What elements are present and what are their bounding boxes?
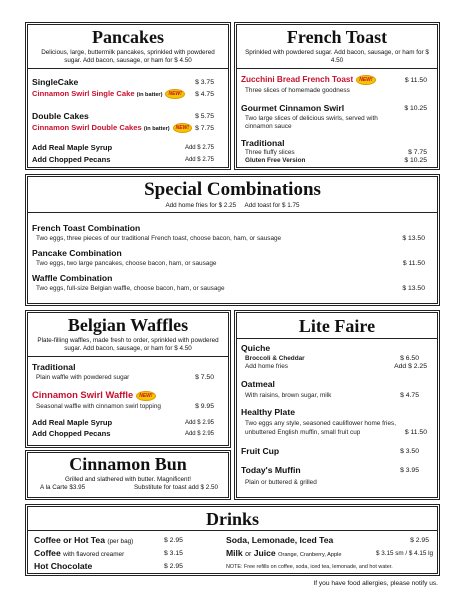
- creamer-note: with flavored creamer: [63, 551, 125, 558]
- todays-muffin: Today's Muffin: [241, 465, 301, 475]
- soda-price: $ 2.95: [410, 537, 429, 544]
- special-title: Special Combinations: [144, 179, 321, 200]
- special-addons: Add home fries for $ 2.25 Add toast for $ 1.75: [28, 202, 437, 213]
- healthy-desc-1: Two eggs any style, seasoned cauliflower home fries,: [245, 420, 396, 427]
- milk-juice-price: $ 3.15 sm / $ 4.15 lg: [375, 550, 433, 557]
- juice-label: Juice: [253, 548, 276, 558]
- coffee-tea-price: $ 2.95: [164, 537, 183, 544]
- bun-substitute: Substitute for toast add $ 2.50: [133, 484, 218, 491]
- single-cake: SingleCake: [32, 77, 79, 87]
- cinnamon-double-price: $ 7.75: [195, 125, 214, 132]
- pancakes-section: [25, 22, 231, 170]
- single-cake-price: $ 3.75: [195, 79, 214, 86]
- milk-or-juice: [226, 548, 341, 558]
- cinnamon-single-cake: [32, 89, 185, 99]
- drinks-section: [25, 504, 440, 576]
- muffin-desc: Plain or buttered & grilled: [245, 479, 317, 486]
- double-cakes: Double Cakes: [32, 111, 89, 121]
- in-batter-note: (in batter): [143, 126, 170, 132]
- waffle-trad-desc: Plain waffle with powdered sugar: [36, 374, 130, 381]
- waffles-title: Belgian Waffles: [67, 315, 189, 335]
- lite-title: Lite Faire: [237, 313, 437, 339]
- hot-chocolate: Hot Chocolate: [34, 561, 93, 571]
- gourmet-desc-2: cinnamon sauce: [245, 123, 292, 130]
- belgian-waffles-section: [25, 310, 231, 448]
- combo-desc: Two eggs, two large pancakes, choose bacon, ham, or sausage: [36, 260, 217, 267]
- coffee-creamer: [34, 548, 124, 558]
- combo-desc: Two eggs, three pieces of our traditional French toast, choose bacon, ham, or sausage: [36, 235, 282, 242]
- quiche: Quiche: [241, 343, 271, 353]
- oatmeal-desc: With raisins, brown sugar, milk: [245, 392, 332, 399]
- waffle-add-pecans: Add Chopped Pecans: [32, 429, 111, 438]
- combo-desc: Two eggs, full-size Belgian waffle, choose bacon, ham, or sausage: [36, 285, 225, 292]
- cinnamon-waffle-price: $ 9.95: [195, 403, 214, 410]
- cinnamon-single-label: Cinnamon Swirl Single Cake: [32, 89, 135, 98]
- waffle-maple-price: Add $ 2.95: [184, 420, 214, 426]
- pancakes-title: Pancakes: [92, 27, 164, 47]
- quiche-add-price: Add $ 2.25: [394, 363, 427, 370]
- healthy-plate: Healthy Plate: [241, 407, 295, 417]
- traditional-french-toast: Traditional: [241, 138, 285, 148]
- bun-alacarte: A la Carte $3.95: [40, 484, 86, 491]
- waffle-pecans-price: Add $ 2.95: [184, 431, 214, 437]
- milk-label: Milk: [226, 548, 243, 558]
- gourmet-cinnamon: Gourmet Cinnamon Swirl: [241, 103, 345, 113]
- quiche-option: Broccoli & Cheddar: [245, 355, 305, 362]
- healthy-price: $ 11.50: [404, 429, 427, 436]
- quiche-add: Add home fries: [245, 363, 288, 370]
- waffle-add-maple: Add Real Maple Syrup: [32, 418, 113, 427]
- combo-price: $ 13.50: [402, 235, 425, 242]
- cinnamon-bun-section: [25, 450, 231, 500]
- muffin-price: $ 3.95: [400, 467, 419, 474]
- new-badge: NEW!: [136, 391, 155, 401]
- oatmeal-price: $ 4.75: [400, 392, 419, 399]
- combo-name: French Toast Combination: [32, 223, 141, 233]
- gourmet-desc-1: Two large slices of delicious swirls, served with: [245, 115, 378, 122]
- double-cakes-price: $ 5.75: [195, 113, 214, 120]
- zucchini-label: Zucchini Bread French Toast: [241, 75, 354, 85]
- french-toast-section: [234, 22, 440, 170]
- zucchini-desc: Three slices of homemade goodness: [245, 87, 350, 94]
- combo-name: Pancake Combination: [32, 248, 122, 258]
- gourmet-price: $ 10.25: [404, 105, 427, 112]
- french-toast-desc: Sprinkled with powdered sugar. Add bacon, sausage, or ham for $ 4.50: [237, 49, 437, 69]
- waffles-desc: Plate-filling waffles, made fresh to order, sprinkled with powdered sugar. Add bacon, sausage, or ham for $ 4.50: [28, 337, 228, 357]
- waffle-trad-price: $ 7.50: [195, 374, 214, 381]
- quiche-price: $ 6.50: [400, 355, 419, 362]
- cinnamon-waffle-desc: Seasonal waffle with cinnamon swirl topping: [36, 403, 161, 410]
- healthy-desc-2: unbuttered English muffin, small fruit cup: [245, 429, 361, 436]
- gluten-free-price: $ 10.25: [404, 157, 427, 164]
- lite-faire-section: [234, 310, 440, 500]
- coffee-or-hot-tea: [34, 535, 133, 545]
- add-maple-price: Add $ 2.75: [184, 145, 214, 151]
- drinks-title: Drinks: [28, 507, 437, 531]
- refill-note: NOTE: Free refills on coffee, soda, iced tea, lemonade, and hot water.: [226, 564, 393, 570]
- coffee-label: Coffee: [34, 548, 61, 558]
- bun-desc: Grilled and slathered with butter. Magnificent!: [64, 476, 191, 483]
- fruit-cup-price: $ 3.50: [400, 448, 419, 455]
- cinnamon-double-label: Cinnamon Swirl Double Cakes: [32, 123, 142, 132]
- special-combinations-section: [25, 174, 440, 306]
- gluten-free: Gluten Free Version: [245, 157, 306, 164]
- trad-desc: Three fluffy slices: [245, 149, 295, 156]
- french-toast-title: French Toast: [286, 27, 388, 47]
- or-text: or: [245, 551, 252, 558]
- trad-price: $ 7.75: [408, 149, 427, 156]
- new-badge: NEW!: [356, 75, 375, 85]
- hot-chocolate-price: $ 2.95: [164, 563, 183, 570]
- cinnamon-swirl-waffle: [32, 389, 156, 401]
- combo-price: $ 11.50: [402, 260, 425, 267]
- zucchini-french-toast: [241, 75, 376, 85]
- add-pecans: Add Chopped Pecans: [32, 155, 111, 164]
- soda-lemonade: Soda, Lemonade, Iced Tea: [226, 535, 334, 545]
- fruit-cup: Fruit Cup: [241, 446, 280, 456]
- combo-name: Waffle Combination: [32, 273, 113, 283]
- new-badge: NEW!: [165, 89, 184, 99]
- zucchini-price: $ 11.50: [404, 77, 427, 84]
- waffle-traditional: Traditional: [32, 362, 76, 372]
- cinnamon-double-cakes: [32, 123, 192, 133]
- cinnamon-waffle-label: Cinnamon Swirl Waffle: [32, 389, 134, 400]
- oatmeal: Oatmeal: [241, 379, 275, 389]
- coffee-tea-label: Coffee or Hot Tea: [34, 535, 105, 545]
- cinnamon-single-price: $ 4.75: [195, 91, 214, 98]
- combo-price: $ 13.50: [402, 285, 425, 292]
- in-batter-note: (in batter): [136, 92, 163, 98]
- add-maple: Add Real Maple Syrup: [32, 143, 113, 152]
- per-bag-note: (per bag): [107, 538, 134, 545]
- allergy-note: If you have food allergies, please notify us.: [313, 580, 438, 587]
- juice-note: Orange, Cranberry, Apple: [278, 552, 342, 558]
- pancakes-desc: Delicious, large, buttermilk pancakes, sprinkled with powdered sugar. Add bacon, sausage, or ham for $ 4.50: [28, 49, 228, 69]
- add-pecans-price: Add $ 2.75: [184, 157, 214, 163]
- coffee-creamer-price: $ 3.15: [164, 550, 183, 557]
- new-badge: NEW!: [173, 123, 192, 133]
- bun-title: Cinnamon Bun: [69, 454, 187, 474]
